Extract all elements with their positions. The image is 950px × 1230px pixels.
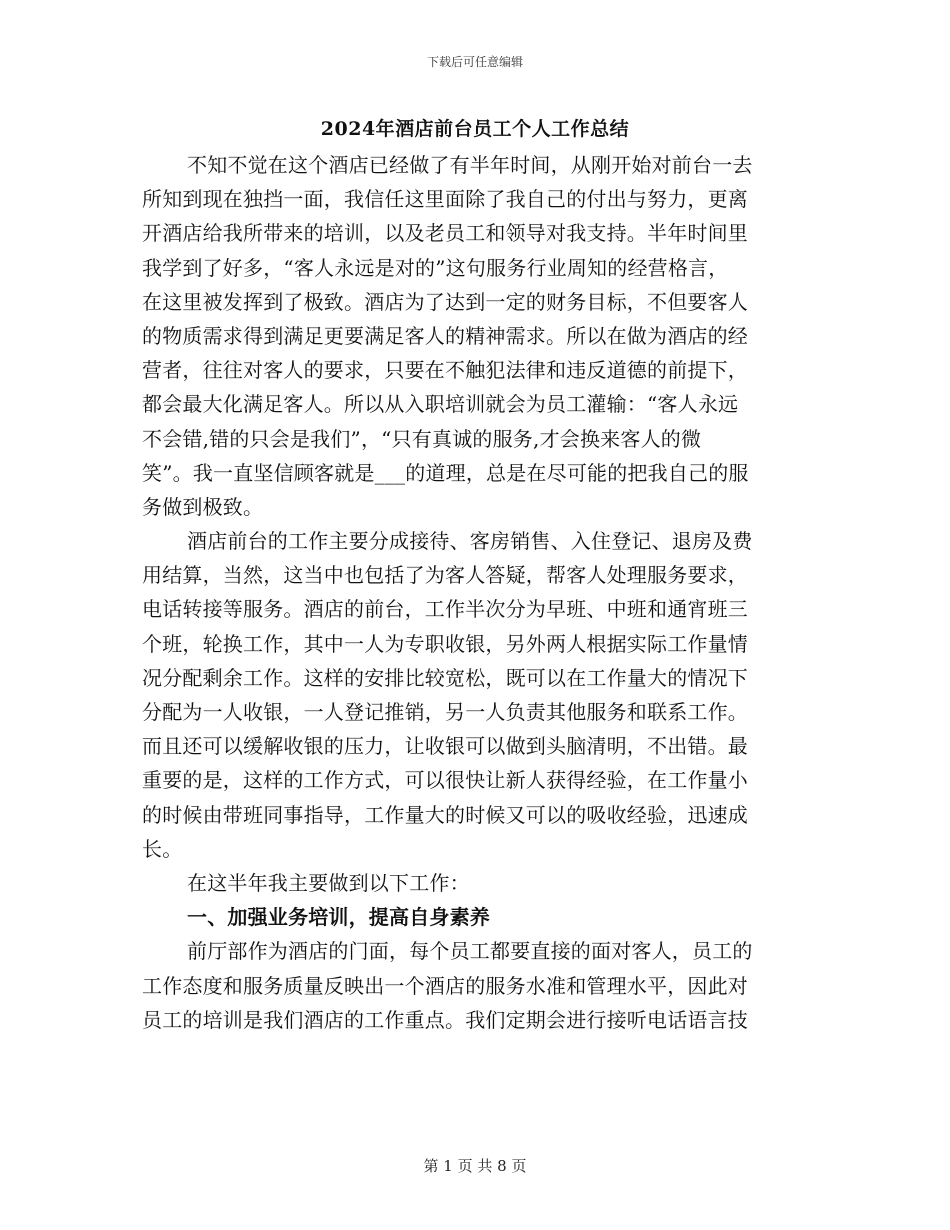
body-line: 酒店前台的工作主要分成接待、客房销售、入住登记、退房及费 [187, 529, 753, 554]
body-line: 工作态度和服务质量反映出一个酒店的服务水准和管理水平，因此对 [142, 973, 748, 998]
body-line: 分配为一人收银，一人登记推销，另一人负责其他服务和联系工作。 [142, 700, 748, 724]
body-line: 而且还可以缓解收银的压力，让收银可以做到头脑清明，不出错。最 [142, 734, 748, 759]
section-heading: 一、加强业务培训，提高自身素养 [187, 905, 490, 930]
body-line: 员工的培训是我们酒店的工作重点。我们定期会进行接听电话语言技 [142, 1007, 748, 1032]
body-line: 个班，轮换工作，其中一人为专职收银，另外两人根据实际工作量情 [142, 631, 748, 656]
body-line: 笑”。我一直坚信顾客就是___的道理，总是在尽可能的把我自己的服 [142, 460, 749, 485]
document-title: 2024年酒店前台员工个人工作总结 [320, 118, 630, 140]
body-line: 的物质需求得到满足更要满足客人的精神需求。所以在做为酒店的经 [142, 323, 748, 348]
body-line: 的时候由带班同事指导，工作量大的时候又可以的吸收经验，迅速成 [142, 802, 748, 827]
body-line: 用结算，当然，这当中也包括了为客人答疑，帮客人处理服务要求， [142, 563, 748, 588]
body-line: 务做到极致。 [142, 494, 264, 519]
document-body [142, 148, 804, 1037]
body-line: 在这里被发挥到了极致。酒店为了达到一定的财务目标，不但要客人 [142, 289, 748, 314]
body-line: 营者，往往对客人的要求，只要在不触犯法律和违反道德的前提下， [142, 358, 748, 383]
page-footer: 第 1 页 共 8 页 [423, 1157, 527, 1175]
body-line: 电话转接等服务。酒店的前台，工作半次分为早班、中班和通宵班三 [142, 597, 748, 622]
page-header-note: 下载后可任意编辑 [426, 55, 523, 69]
body-line: 不会错,错的只会是我们”，“只有真诚的服务,才会换来客人的微 [142, 426, 702, 451]
body-line: 重要的是，这样的工作方式，可以很快让新人获得经验，在工作量小 [142, 768, 748, 793]
body-line: 长。 [142, 836, 183, 861]
body-line: 不知不觉在这个酒店已经做了有半年时间，从刚开始对前台一去 [187, 153, 753, 177]
body-line: 都会最大化满足客人。所以从入职培训就会为员工灌输：“客人永远 [142, 392, 739, 417]
body-line: 开酒店给我所带来的培训，以及老员工和领导对我支持。半年时间里 [142, 221, 748, 246]
body-line: 我学到了好多，“客人永远是对的”这句服务行业周知的经营格言， [142, 255, 729, 280]
body-line: 在这半年我主要做到以下工作： [187, 870, 470, 895]
body-line: 所知到现在独挡一面，我信任这里面除了我自己的付出与努力，更离 [142, 187, 748, 212]
body-line: 况分配剩余工作。这样的安排比较宽松，既可以在工作量大的情况下 [142, 665, 748, 690]
body-line: 前厅部作为酒店的门面，每个员工都要直接的面对客人，员工的 [187, 939, 753, 964]
